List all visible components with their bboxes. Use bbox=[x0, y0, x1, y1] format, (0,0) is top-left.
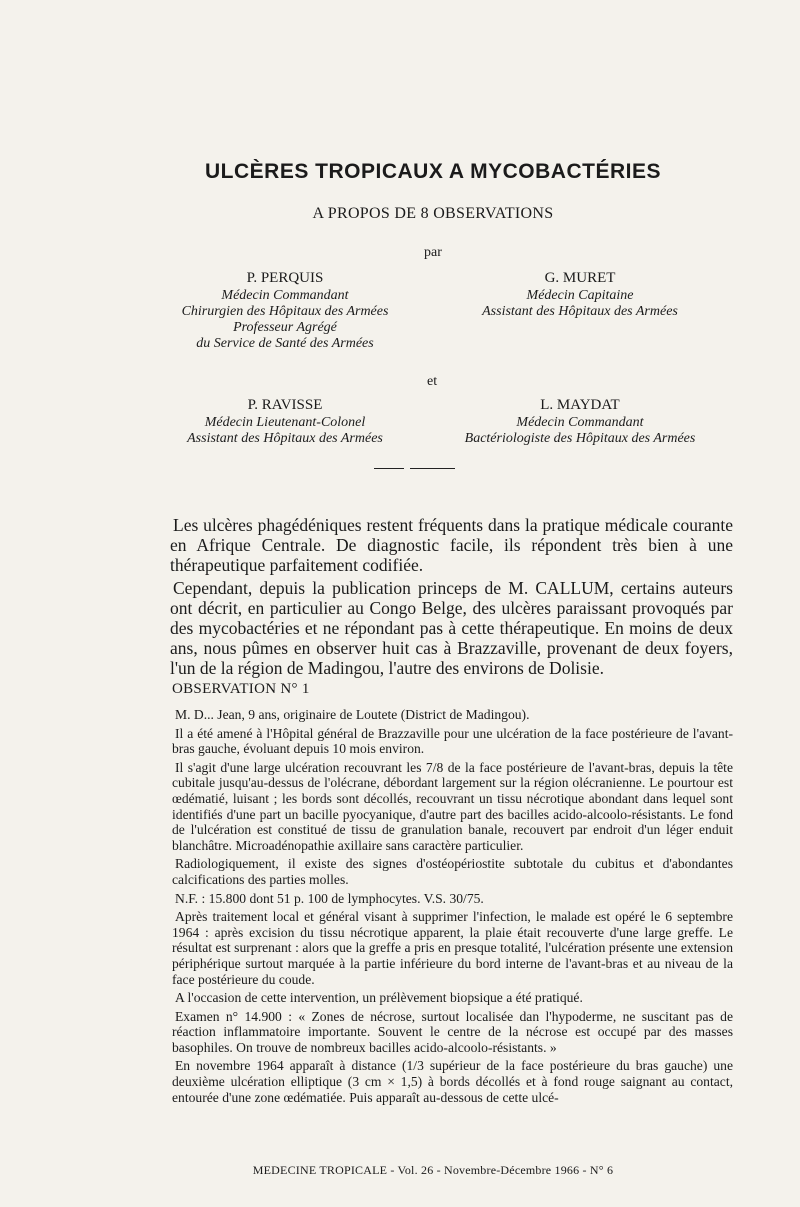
separator-rule bbox=[374, 468, 404, 469]
body-paragraph: Il a été amené à l'Hôpital général de Brazzaville pour une ulcération de la face postérieure de l'avant-bras gauche, évoluant depuis 10 mois environ. bbox=[172, 725, 733, 757]
body-paragraph: Il s'agit d'une large ulcération recouvrant les 7/8 de la face postérieure de l'avant-bras, depuis la tête cubitale jusqu'au-dessus de l'olécrane, débordant largement sur la région olécranienne. Le pourtour est œdématié, luisant ; les bords sont décollés, recouvrant un tissu nécrotique abondant dans lequel sont identifiés d'une part un bacille pyocyanique, d'autre part des bacilles acido-alcoolo-résistants. Le fond de l'ulcération est constitué de tissu de granulation banale, recouvert par endroit d'un léger enduit blanchâtre. Microadénopathie axillaire sans caractère particulier. bbox=[172, 759, 733, 853]
article-title: ULCÈRES TROPICAUX A MYCOBACTÉRIES bbox=[205, 160, 661, 183]
author-role: Médecin Commandant bbox=[516, 415, 644, 430]
author-role: Professeur Agrégé bbox=[233, 320, 337, 335]
author-role: Médecin Lieutenant-Colonel bbox=[204, 415, 366, 430]
body-paragraph: En novembre 1964 apparaît à distance (1/3 supérieur de la face postérieure du bras gauche) une deuxième ulcération elliptique (3 cm × 1,5) à bords décollés et à fond rouge saignant au contact, entourée d'une zone œdématiée. Puis apparaît au-dessous de cette ulcé- bbox=[172, 1058, 733, 1105]
author-name: G. MURET bbox=[544, 270, 616, 286]
author-role: Médecin Capitaine bbox=[526, 288, 634, 303]
author-name: P. PERQUIS bbox=[246, 270, 324, 286]
author-block bbox=[445, 270, 715, 320]
author-role: Bactériologiste des Hôpitaux des Armées bbox=[464, 431, 696, 446]
author-name: P. RAVISSE bbox=[247, 397, 323, 413]
intro-paragraph bbox=[170, 515, 733, 575]
observation-heading: OBSERVATION N° 1 bbox=[172, 681, 310, 697]
separator-rule bbox=[410, 468, 455, 469]
body-paragraph: A l'occasion de cette intervention, un prélèvement biopsique a été pratiqué. bbox=[175, 990, 583, 1006]
par-label: par bbox=[424, 245, 442, 260]
body-paragraph: Radiologiquement, il existe des signes d'ostéopériostite subtotale du cubitus et d'abondantes calcifications des parties molles. bbox=[172, 856, 733, 887]
article-subtitle: A PROPOS DE 8 OBSERVATIONS bbox=[312, 205, 554, 222]
body-paragraph: N.F. : 15.800 dont 51 p. 100 de lymphocytes. V.S. 30/75. bbox=[175, 890, 484, 906]
paragraph-text: Les ulcères phagédéniques restent fréquents dans la pratique médicale courante en Afrique Centrale. De diagnostic facile, ils répondent très bien à une thérapeutique parfaitement codifiée. bbox=[170, 515, 733, 575]
intro-paragraph bbox=[170, 578, 733, 678]
observation-body bbox=[172, 707, 733, 1108]
body-paragraph: Examen n° 14.900 : « Zones de nécrose, surtout localisée dan l'hypoderme, ne suscitant pas de réaction inflammatoire importante. Souvent le centre de la nécrose est occupé par des masses basophiles. On trouve de nombreux bacilles acido-alcoolo-résistants. » bbox=[172, 1008, 733, 1055]
et-label: et bbox=[427, 374, 438, 389]
author-block bbox=[150, 270, 420, 352]
author-name: L. MAYDAT bbox=[540, 397, 620, 413]
paragraph-text: Cependant, depuis la publication princeps de M. CALLUM, certains auteurs ont décrit, en particulier au Congo Belge, des ulcères paraissant provoqués par des mycobactéries et ne répondant pas à cette thérapeutique. En moins de deux ans, nous pûmes en observer huit cas à Brazzaville, provenant de deux foyers, l'un de la région de Madingou, l'autre des environs de Dolisie. bbox=[170, 578, 733, 678]
author-role: Médecin Commandant bbox=[221, 288, 349, 303]
author-role: du Service de Santé des Armées bbox=[196, 336, 374, 351]
journal-footer: MEDECINE TROPICALE - Vol. 26 - Novembre-Décembre 1966 - N° 6 bbox=[252, 1163, 614, 1177]
author-block bbox=[150, 397, 420, 447]
body-paragraph: Après traitement local et général visant à supprimer l'infection, le malade est opéré le 6 septembre 1964 : après excision du tissu nécrotique apparent, la plaie était recouverte d'une large greffe. Le résultat est surprenant : alors que la greffe a pris en presque totalité, l'ulcération présente une extension périphérique surtout marquée à la partie inférieure du bord interne de l'avant-bras et au niveau de la face postérieure du coude. bbox=[172, 909, 733, 987]
author-role: Assistant des Hôpitaux des Armées bbox=[482, 304, 678, 319]
author-role: Chirurgien des Hôpitaux des Armées bbox=[181, 304, 389, 319]
author-role: Assistant des Hôpitaux des Armées bbox=[187, 431, 383, 446]
author-block bbox=[430, 397, 730, 447]
body-paragraph: M. D... Jean, 9 ans, originaire de Loutete (District de Madingou). bbox=[175, 707, 530, 722]
